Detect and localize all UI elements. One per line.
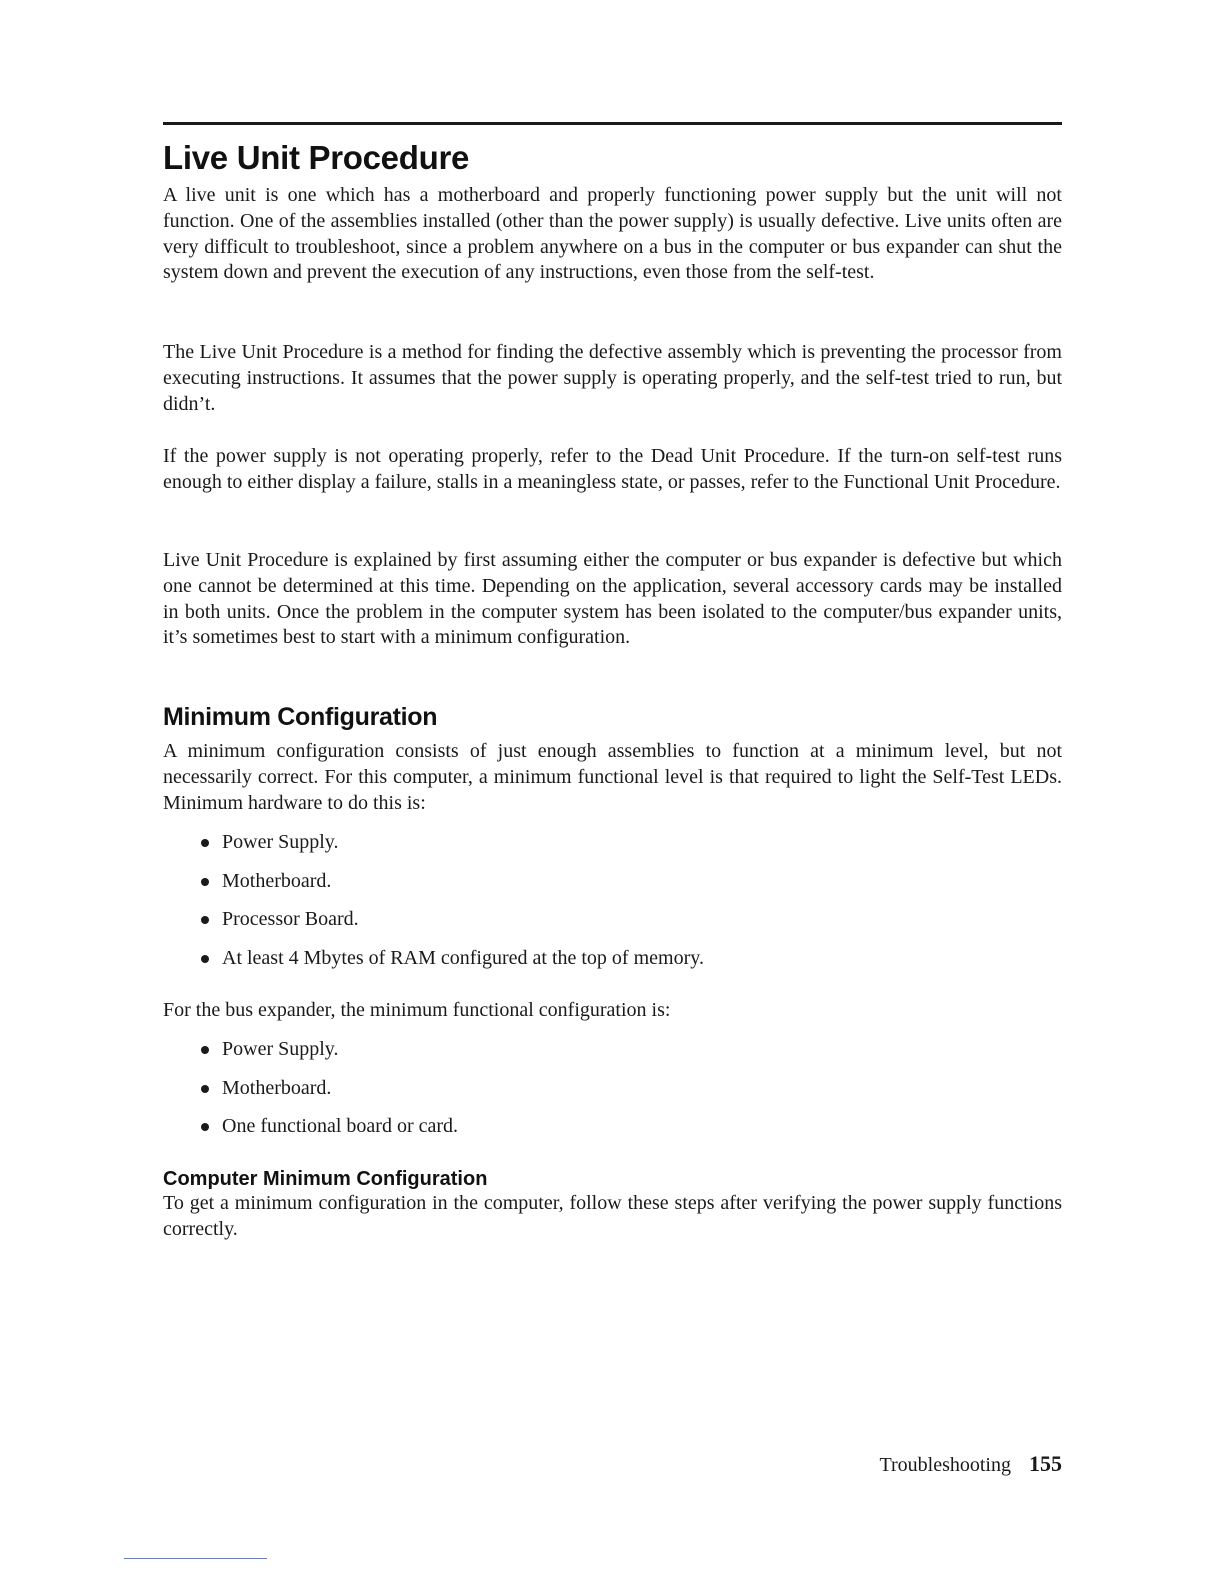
list-item-text: Power Supply. bbox=[222, 1038, 339, 1060]
list-item bbox=[201, 1076, 1041, 1115]
bullet-icon bbox=[201, 1123, 209, 1131]
subheading-minimum-configuration: Minimum Configuration bbox=[163, 703, 438, 731]
subheading-computer-minimum-configuration: Computer Minimum Configuration bbox=[163, 1168, 488, 1190]
bullet-icon bbox=[201, 1085, 209, 1093]
bullet-icon bbox=[201, 955, 209, 963]
list-item-text: One functional board or card. bbox=[222, 1115, 459, 1138]
list-item-text: Processor Board. bbox=[222, 908, 359, 931]
paragraph-live-unit-intro: A live unit is one which has a motherboard and properly functioning power supply but the unit will not function. One of the assemblies installed (other than the power supply) is usually defective. Live units often are very difficult to troubleshoot, since a problem anywhere on a bus in the computer or bus expander can shut the system down and prevent the execution of any instructions, even those from the self-test. bbox=[163, 184, 1062, 284]
paragraph-minimum-configuration: A minimum configuration consists of just enough assemblies to function at a minimum level, but not necessarily correct. For this computer, a minimum functional level is that required to light the Self-Test LEDs. Minimum hardware to do this is: bbox=[163, 740, 1062, 814]
section-heading: Live Unit Procedure bbox=[163, 139, 470, 176]
bottom-divider bbox=[124, 1558, 267, 1559]
list-item bbox=[201, 907, 1041, 946]
list-item bbox=[201, 1114, 1041, 1153]
header-rule bbox=[163, 122, 1062, 125]
page-number: 155 bbox=[1029, 1451, 1062, 1476]
page-footer bbox=[879, 1451, 1062, 1478]
paragraph-procedure-method: The Live Unit Procedure is a method for finding the defective assembly which is preventing the processor from executing instructions. It assumes that the power supply is operating properly, and the self-test tried to run, but didn’t. bbox=[163, 341, 1062, 415]
computer-hardware-list bbox=[201, 830, 1041, 984]
bullet-icon bbox=[201, 839, 209, 847]
paragraph-procedure-explained: Live Unit Procedure is explained by first assuming either the computer or bus expander is defective but which one cannot be determined at this time. Depending on the application, several accessory cards may be installed in both units. Once the problem in the computer system has been isolated to the computer/bus expander units, it’s sometimes best to start with a minimum configuration. bbox=[163, 549, 1062, 649]
bullet-icon bbox=[201, 916, 209, 924]
list-item bbox=[201, 869, 1041, 908]
list-item-text: Power Supply. bbox=[222, 831, 339, 853]
list-item-text: Motherboard. bbox=[222, 1076, 332, 1099]
list-item bbox=[201, 830, 1041, 869]
paragraph-bus-expander-intro: For the bus expander, the minimum functional configuration is: bbox=[163, 999, 671, 1021]
bullet-icon bbox=[201, 878, 209, 886]
paragraph-power-supply-reference: If the power supply is not operating properly, refer to the Dead Unit Procedure. If the turn-on self-test runs enough to either display a failure, stalls in a meaningless state, or passes, refer to the Functional Unit Procedure. bbox=[163, 445, 1062, 493]
bullet-icon bbox=[201, 1046, 209, 1054]
list-item bbox=[201, 1037, 1041, 1076]
list-item-text: At least 4 Mbytes of RAM configured at the top of memory. bbox=[222, 946, 704, 969]
list-item-text: Motherboard. bbox=[222, 869, 332, 892]
footer-section-name: Troubleshooting bbox=[879, 1454, 1011, 1476]
list-item bbox=[201, 946, 1041, 985]
paragraph-computer-minimum-configuration: To get a minimum configuration in the computer, follow these steps after verifying the power supply functions correctly. bbox=[163, 1192, 1062, 1240]
bus-expander-hardware-list bbox=[201, 1037, 1041, 1153]
